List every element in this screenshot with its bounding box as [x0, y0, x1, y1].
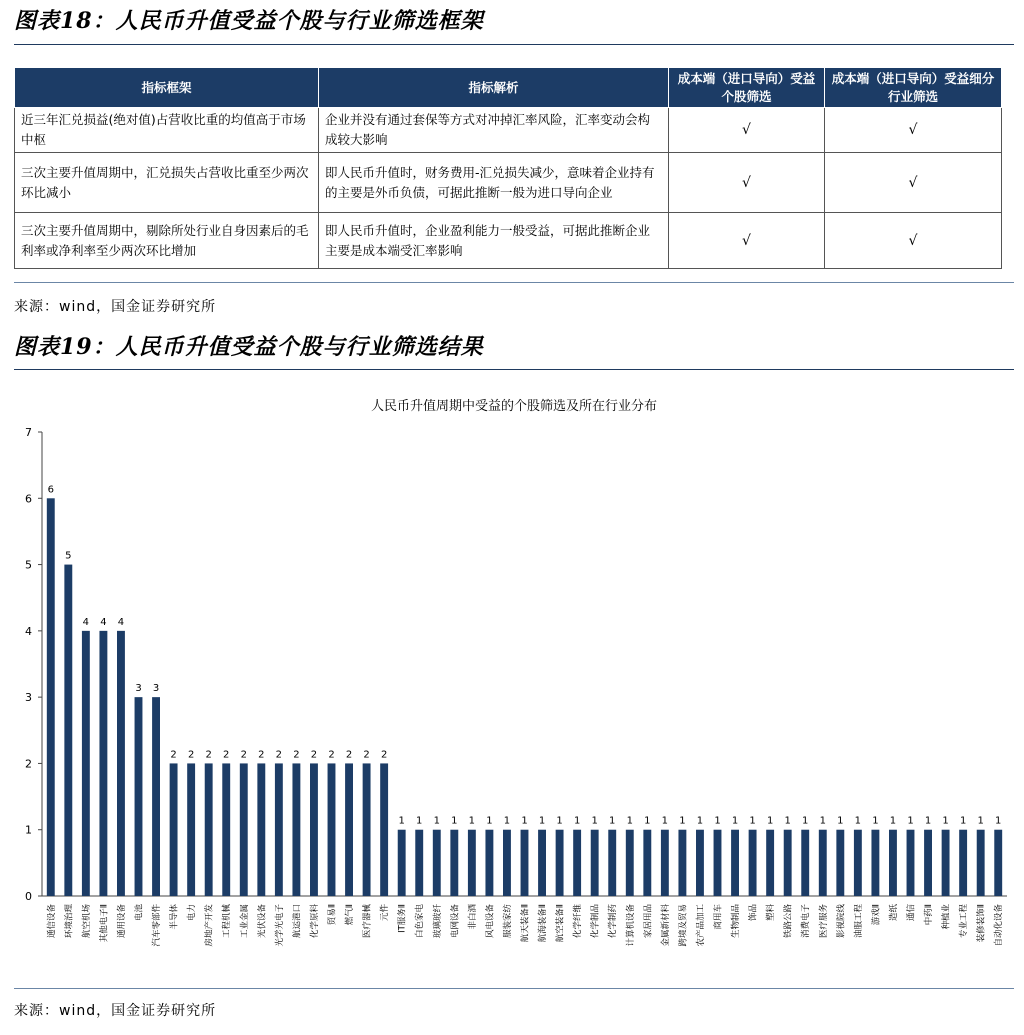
- x-tick-label: 汽车零部件: [152, 904, 163, 947]
- data-label: 2: [328, 749, 335, 761]
- bar: [959, 830, 967, 896]
- stock-check-cell: √: [669, 108, 825, 153]
- data-label: 1: [907, 815, 914, 827]
- y-tick-label: 7: [25, 426, 32, 439]
- bar: [380, 763, 388, 896]
- bar: [994, 830, 1002, 896]
- x-tick-label: 白色家电: [415, 904, 426, 939]
- bar: [801, 830, 809, 896]
- x-tick-label: 影视院线: [836, 904, 847, 939]
- industry-check-cell: √: [825, 153, 1002, 213]
- x-tick-label: 塑料: [766, 904, 777, 922]
- bar: [363, 763, 371, 896]
- analysis-cell: 即人民币升值时，财务费用-汇兑损失减少，意味着企业持有的主要是外币负债，可据此推断一般为进口导向企业: [319, 153, 669, 213]
- x-tick-label: 环境治理: [64, 904, 75, 939]
- table-row: [15, 153, 1002, 213]
- bar: [661, 830, 669, 896]
- y-tick-label: 2: [25, 757, 32, 771]
- figure19-title: 图表19：人民币升值受益个股与行业筛选结果: [14, 334, 484, 360]
- x-tick-label: 房地产开发: [204, 904, 215, 947]
- data-label: 1: [731, 815, 739, 827]
- y-tick-label: 6: [25, 492, 32, 506]
- bar: [591, 830, 599, 896]
- data-label: 3: [135, 683, 142, 695]
- bar: [538, 830, 546, 896]
- x-tick-label: 光伏设备: [257, 904, 268, 939]
- data-label: 6: [47, 484, 54, 496]
- data-label: 1: [959, 815, 967, 827]
- header-framework: 指标框架: [15, 68, 319, 108]
- data-label: 1: [591, 815, 598, 827]
- figure19-title-rule: [14, 369, 1014, 370]
- data-label: 1: [872, 815, 879, 827]
- y-tick-label: 4: [25, 624, 32, 638]
- x-tick-label: 化学制品: [590, 904, 601, 939]
- bar: [345, 763, 353, 896]
- bar: [205, 763, 213, 896]
- x-tick-label: 造纸: [888, 904, 899, 922]
- x-tick-label: 其他电子Ⅱ: [99, 904, 110, 943]
- x-tick-label: 电池: [134, 904, 145, 922]
- bar: [170, 763, 178, 896]
- x-tick-label: 家居用品: [643, 904, 654, 939]
- data-label: 1: [573, 815, 581, 827]
- data-label: 1: [486, 815, 493, 827]
- x-tick-label: 游戏Ⅱ: [871, 904, 882, 926]
- bar: [521, 830, 529, 896]
- data-label: 1: [696, 815, 704, 827]
- x-tick-label: 装修装饰Ⅱ: [976, 904, 987, 943]
- bar-chart: [14, 390, 1014, 986]
- data-label: 5: [65, 550, 72, 562]
- x-tick-label: 航空装备Ⅱ: [555, 904, 566, 943]
- bar: [942, 830, 950, 896]
- x-tick-label: 服装家纺: [502, 904, 513, 939]
- x-tick-label: 铁路公路: [783, 904, 794, 939]
- x-tick-label: 航海装备Ⅱ: [538, 904, 549, 943]
- x-tick-label: 医疗器械: [362, 904, 373, 939]
- data-label: 1: [942, 815, 949, 827]
- stock-check-cell: √: [669, 153, 825, 213]
- bar: [678, 830, 686, 896]
- y-tick-label: 3: [25, 691, 32, 705]
- framework-table: [14, 67, 1002, 269]
- bar: [819, 830, 827, 896]
- bar: [784, 830, 792, 896]
- bar: [47, 498, 55, 896]
- x-tick-label: 玻璃玻纤: [432, 904, 443, 939]
- framework-cell: 三次主要升值周期中，剔除所处行业自身因素后的毛利率或净利率至少两次环比增加: [15, 213, 319, 269]
- data-label: 3: [152, 683, 160, 695]
- data-label: 2: [363, 749, 370, 761]
- data-label: 4: [100, 616, 107, 628]
- bar: [643, 830, 651, 896]
- x-tick-label: 贸易Ⅱ: [327, 904, 338, 926]
- x-tick-label: 计算机设备: [625, 904, 636, 947]
- x-tick-label: 光学光电子: [274, 904, 285, 947]
- figure19-source: 来源：wind，国金证券研究所: [14, 1003, 217, 1019]
- bar: [292, 763, 300, 896]
- data-label: 1: [416, 815, 423, 827]
- figure18-title-rule: [14, 44, 1014, 45]
- y-tick-label: 5: [25, 558, 32, 572]
- table-row: [15, 108, 1002, 153]
- x-tick-label: 自动化设备: [994, 904, 1005, 947]
- y-tick-label: 1: [25, 823, 32, 837]
- x-tick-label: 金属新材料: [660, 904, 671, 947]
- data-label: 1: [714, 815, 721, 827]
- bar: [696, 830, 704, 896]
- industry-check-cell: √: [825, 213, 1002, 269]
- x-tick-label: 医疗服务: [818, 904, 829, 939]
- x-tick-label: 种植业: [941, 904, 952, 930]
- bar: [714, 830, 722, 896]
- data-label: 2: [223, 749, 230, 761]
- bar: [152, 697, 160, 896]
- data-label: 2: [258, 749, 265, 761]
- x-tick-label: 油服工程: [853, 904, 864, 939]
- data-label: 4: [117, 616, 125, 628]
- data-label: 1: [626, 815, 633, 827]
- x-tick-label: 饰品: [748, 904, 759, 922]
- x-tick-label: 燃气Ⅱ: [345, 904, 356, 926]
- figure18-title: 图表18：人民币升值受益个股与行业筛选框架: [14, 8, 484, 34]
- x-tick-label: 专业工程: [959, 904, 970, 939]
- bar: [450, 830, 458, 896]
- bar: [398, 830, 406, 896]
- data-label: 2: [170, 749, 177, 761]
- industry-check-cell: √: [825, 108, 1002, 153]
- figure19-bottom-rule: [14, 988, 1014, 989]
- header-industry-screen: 成本端（进口导向）受益细分行业筛选: [825, 68, 1002, 108]
- data-label: 2: [310, 749, 318, 761]
- bar: [889, 830, 897, 896]
- data-label: 1: [644, 815, 651, 827]
- analysis-cell: 企业并没有通过套保等方式对冲掉汇率风险，汇率变动会构成较大影响: [319, 108, 669, 153]
- bar: [854, 830, 862, 896]
- bar: [257, 763, 265, 896]
- bar: [626, 830, 634, 896]
- data-label: 1: [766, 815, 774, 827]
- bar: [749, 830, 757, 896]
- data-label: 1: [837, 815, 844, 827]
- x-tick-label: 半导体: [169, 904, 180, 930]
- bar: [117, 631, 125, 896]
- bar: [977, 830, 985, 896]
- x-tick-label: 农产品加工: [695, 904, 706, 947]
- x-tick-label: 工程机械: [222, 904, 233, 939]
- data-label: 1: [802, 815, 809, 827]
- bar: [310, 763, 318, 896]
- x-tick-label: 工业金属: [239, 904, 250, 939]
- analysis-cell: 即人民币升值时，企业盈利能力一般受益，可据此推断企业主要是成本端受汇率影响: [319, 213, 669, 269]
- x-tick-label: 通用设备: [116, 904, 127, 939]
- data-label: 1: [503, 815, 511, 827]
- framework-cell: 近三年汇兑损益(绝对值)占营收比重的均值高于市场中枢: [15, 108, 319, 153]
- bar: [556, 830, 564, 896]
- data-label: 1: [433, 815, 440, 827]
- bar: [187, 763, 195, 896]
- bar: [135, 697, 143, 896]
- data-label: 1: [398, 815, 405, 827]
- x-tick-label: 化学制药: [608, 904, 619, 939]
- x-tick-label: 电网设备: [450, 904, 461, 939]
- data-label: 1: [977, 815, 984, 827]
- bar: [468, 830, 476, 896]
- x-tick-label: 消费电子: [801, 904, 812, 939]
- x-tick-label: 化学原料: [309, 904, 320, 939]
- data-label: 1: [468, 815, 476, 827]
- bar: [766, 830, 774, 896]
- data-label: 1: [784, 815, 791, 827]
- data-label: 1: [679, 815, 686, 827]
- data-label: 1: [661, 815, 669, 827]
- bar: [240, 763, 248, 896]
- figure18-source: 来源：wind，国金证券研究所: [14, 299, 217, 315]
- x-tick-label: 通信: [906, 904, 917, 922]
- bar: [503, 830, 511, 896]
- header-analysis: 指标解析: [319, 68, 669, 108]
- bar: [485, 830, 493, 896]
- x-tick-label: 电力: [187, 904, 198, 922]
- x-tick-label: 商用车: [713, 904, 724, 930]
- x-tick-label: 航天装备Ⅱ: [520, 904, 531, 943]
- data-label: 1: [538, 815, 546, 827]
- data-label: 1: [819, 815, 826, 827]
- x-tick-label: 化学纤维: [573, 904, 584, 939]
- bar: [907, 830, 915, 896]
- x-tick-label: 中药Ⅱ: [924, 904, 935, 926]
- x-tick-label: 跨境及贸易: [678, 904, 689, 947]
- bar: [871, 830, 879, 896]
- bar: [573, 830, 581, 896]
- data-label: 2: [205, 749, 212, 761]
- bar: [836, 830, 844, 896]
- bar: [222, 763, 230, 896]
- table-row: [15, 213, 1002, 269]
- bar: [433, 830, 441, 896]
- data-label: 4: [82, 616, 90, 628]
- x-tick-label: 生物制品: [731, 904, 742, 939]
- bar: [924, 830, 932, 896]
- data-label: 1: [924, 815, 932, 827]
- stock-check-cell: √: [669, 213, 825, 269]
- x-tick-label: 元件: [380, 904, 391, 922]
- data-label: 1: [609, 815, 616, 827]
- bar: [415, 830, 423, 896]
- bar: [275, 763, 283, 896]
- data-label: 1: [749, 815, 756, 827]
- data-label: 2: [293, 749, 300, 761]
- y-tick-label: 0: [25, 890, 32, 903]
- framework-cell: 三次主要升值周期中，汇兑损失占营收比重至少两次环比减小: [15, 153, 319, 213]
- x-tick-label: IT服务Ⅱ: [397, 904, 408, 933]
- bar: [82, 631, 90, 896]
- x-tick-label: 航空机场: [81, 904, 92, 939]
- bar: [608, 830, 616, 896]
- data-label: 2: [187, 749, 195, 761]
- bar: [99, 631, 107, 896]
- data-label: 1: [854, 815, 862, 827]
- bar: [731, 830, 739, 896]
- x-tick-label: 通信设备: [46, 904, 57, 939]
- x-tick-label: 航运港口: [292, 904, 303, 939]
- data-label: 2: [380, 749, 388, 761]
- data-label: 1: [995, 815, 1002, 827]
- chart-title: 人民币升值周期中受益的个股筛选及所在行业分布: [370, 399, 658, 414]
- data-label: 1: [889, 815, 897, 827]
- data-label: 1: [556, 815, 563, 827]
- data-label: 2: [345, 749, 353, 761]
- data-label: 1: [451, 815, 458, 827]
- figure18-bottom-rule: [14, 282, 1014, 283]
- data-label: 2: [240, 749, 247, 761]
- x-tick-label: 风电设备: [485, 904, 496, 939]
- data-label: 2: [275, 749, 283, 761]
- bar: [328, 763, 336, 896]
- x-tick-label: 非白酒: [467, 904, 478, 930]
- header-stock-screen: 成本端（进口导向）受益个股筛选: [669, 68, 825, 108]
- bar: [64, 565, 72, 896]
- data-label: 1: [521, 815, 528, 827]
